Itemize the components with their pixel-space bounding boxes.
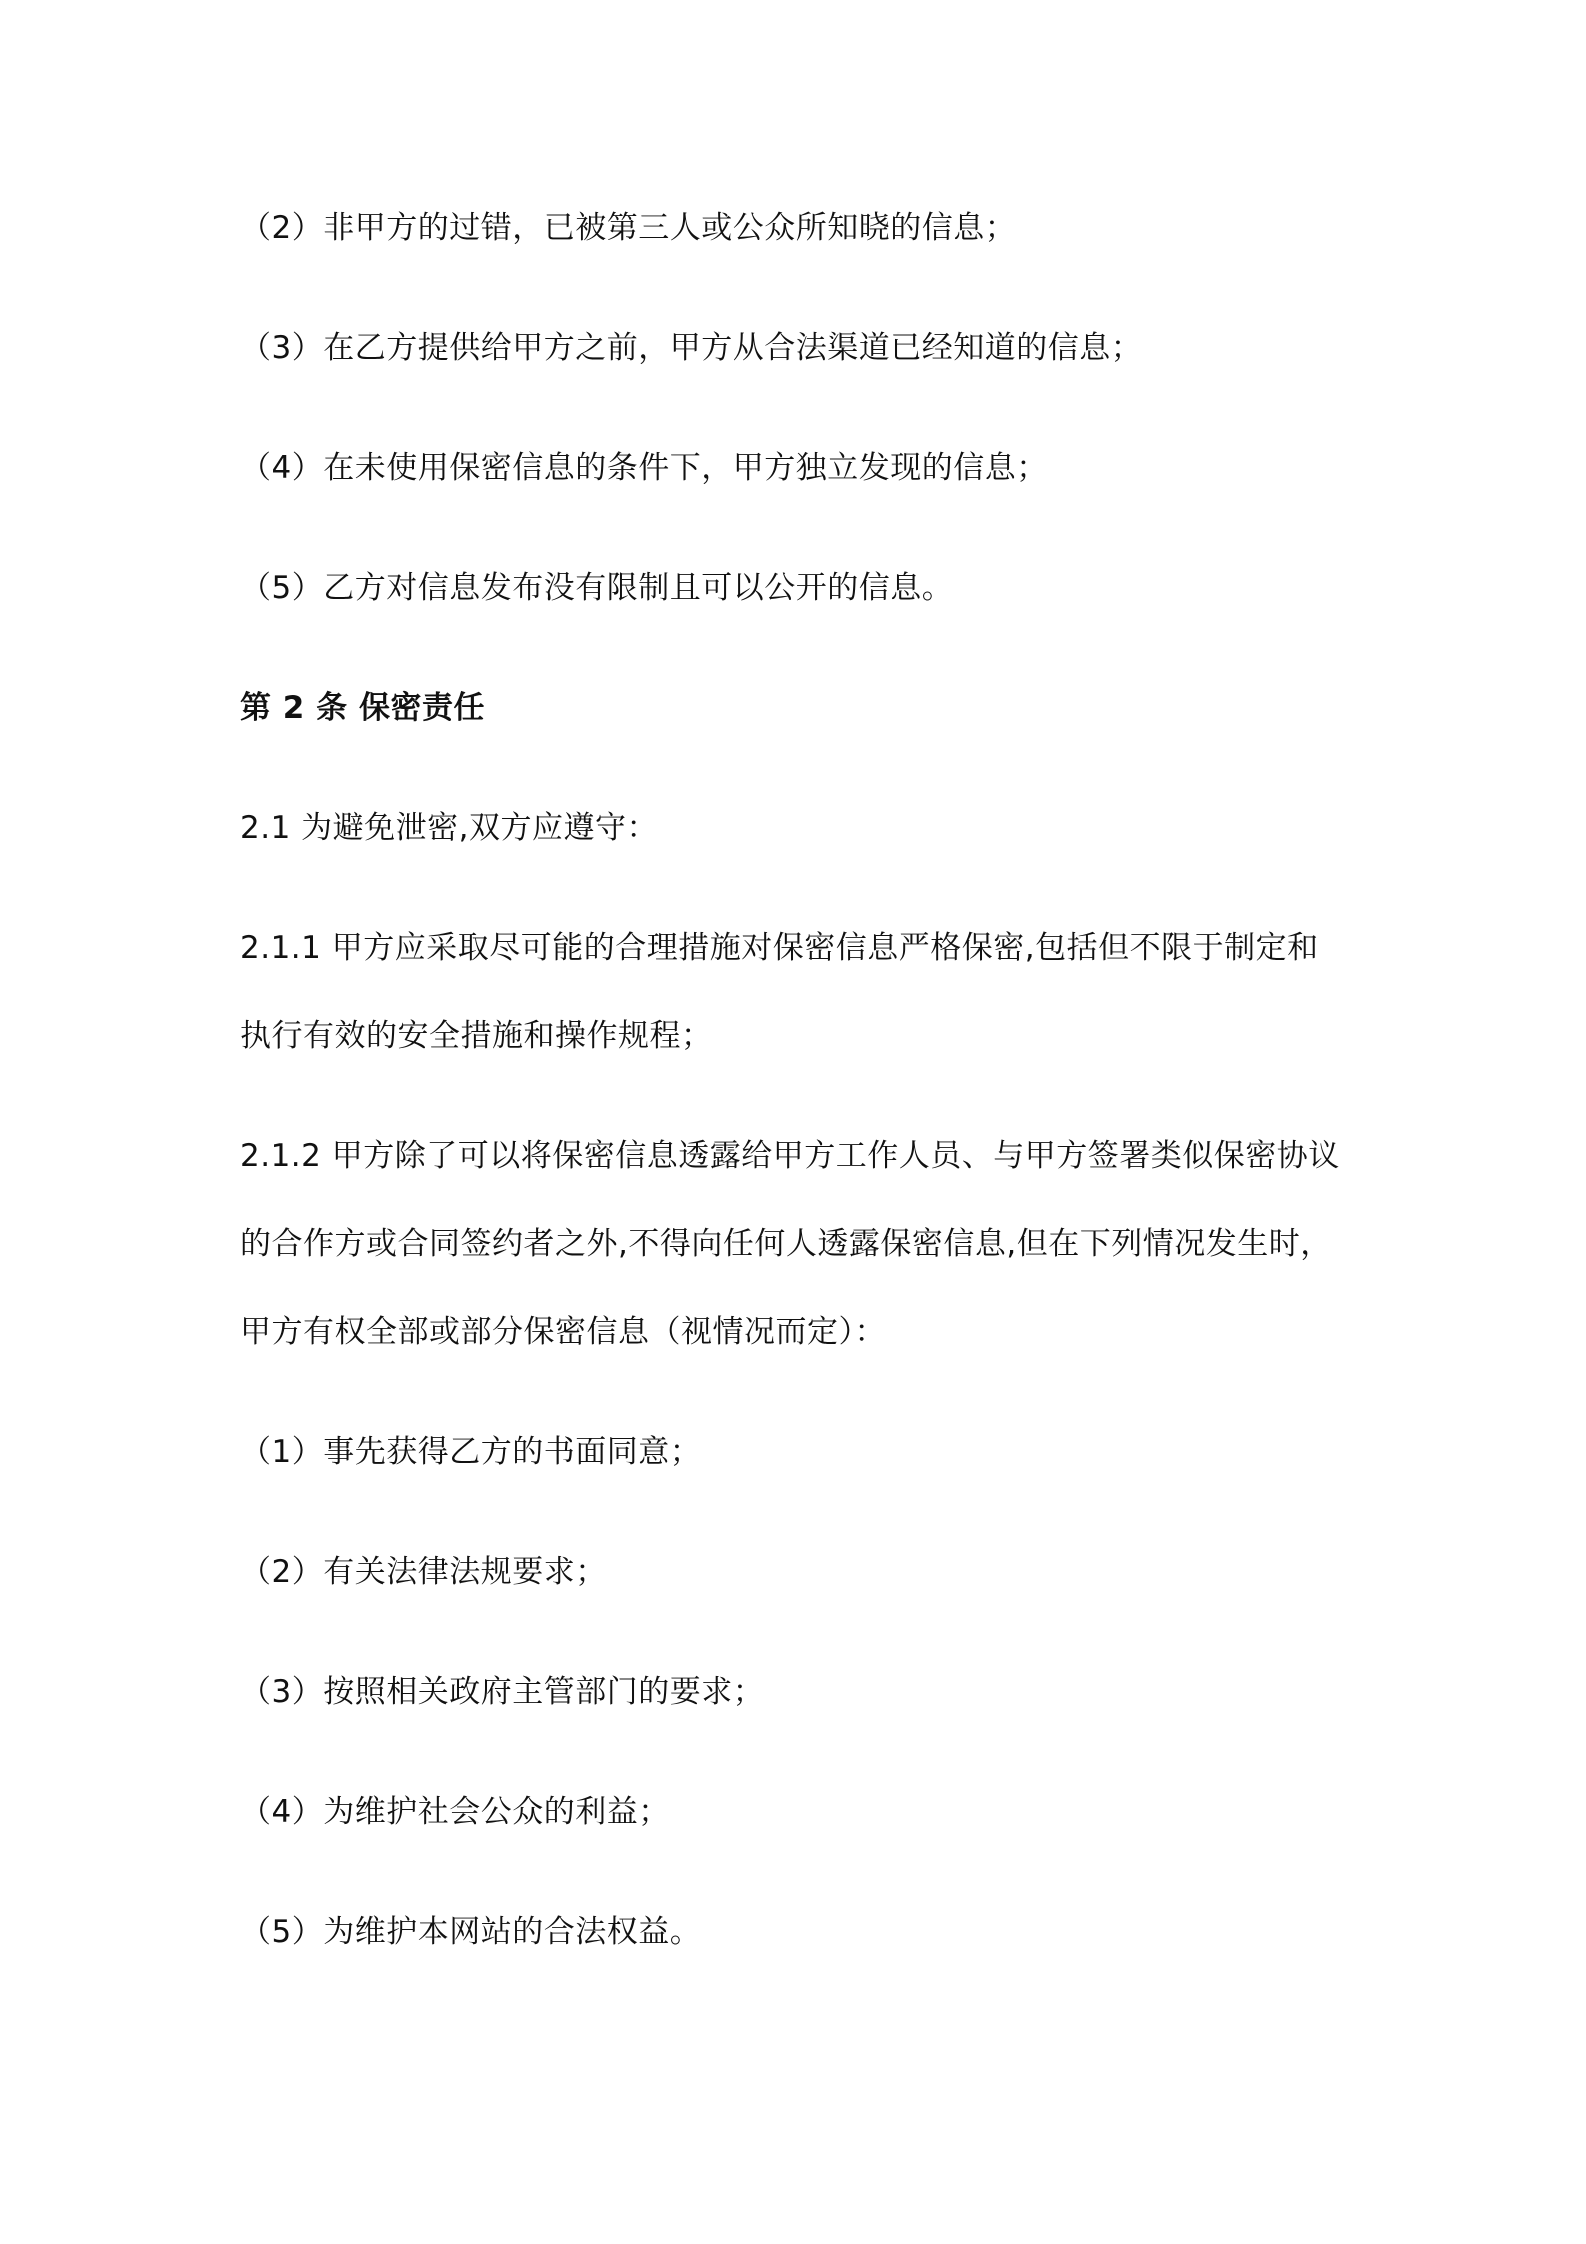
paragraph-item-4: （4）在未使用保密信息的条件下，甲方独立发现的信息； — [240, 450, 1048, 486]
section-heading: 第 2 条 保密责任 — [240, 690, 485, 726]
clause-2-1-2-line-2: 的合作方或合同签约者之外,不得向任何人透露保密信息,但在下列情况发生时， — [240, 1226, 1332, 1262]
clause-2-1: 2.1 为避免泄密,双方应遵守： — [240, 810, 659, 846]
list-item-2: （2）有关法律法规要求； — [240, 1554, 607, 1590]
paragraph-item-3: （3）在乙方提供给甲方之前，甲方从合法渠道已经知道的信息； — [240, 330, 1143, 366]
list-item-3: （3）按照相关政府主管部门的要求； — [240, 1674, 765, 1710]
list-item-5: （5）为维护本网站的合法权益。 — [240, 1914, 702, 1950]
paragraph-item-5: （5）乙方对信息发布没有限制且可以公开的信息。 — [240, 570, 954, 606]
clause-2-1-1-line-2: 执行有效的安全措施和操作规程； — [240, 1018, 713, 1054]
paragraph-item-2: （2）非甲方的过错，已被第三人或公众所知晓的信息； — [240, 210, 1017, 246]
list-item-4: （4）为维护社会公众的利益； — [240, 1794, 670, 1830]
clause-2-1-2-line-3: 甲方有权全部或部分保密信息（视情况而定）： — [240, 1314, 886, 1350]
list-item-1: （1）事先获得乙方的书面同意； — [240, 1434, 702, 1470]
clause-2-1-2-line-1: 2.1.2 甲方除了可以将保密信息透露给甲方工作人员、与甲方签署类似保密协议 — [240, 1138, 1340, 1174]
clause-2-1-1-line-1: 2.1.1 甲方应采取尽可能的合理措施对保密信息严格保密,包括但不限于制定和 — [240, 930, 1319, 966]
